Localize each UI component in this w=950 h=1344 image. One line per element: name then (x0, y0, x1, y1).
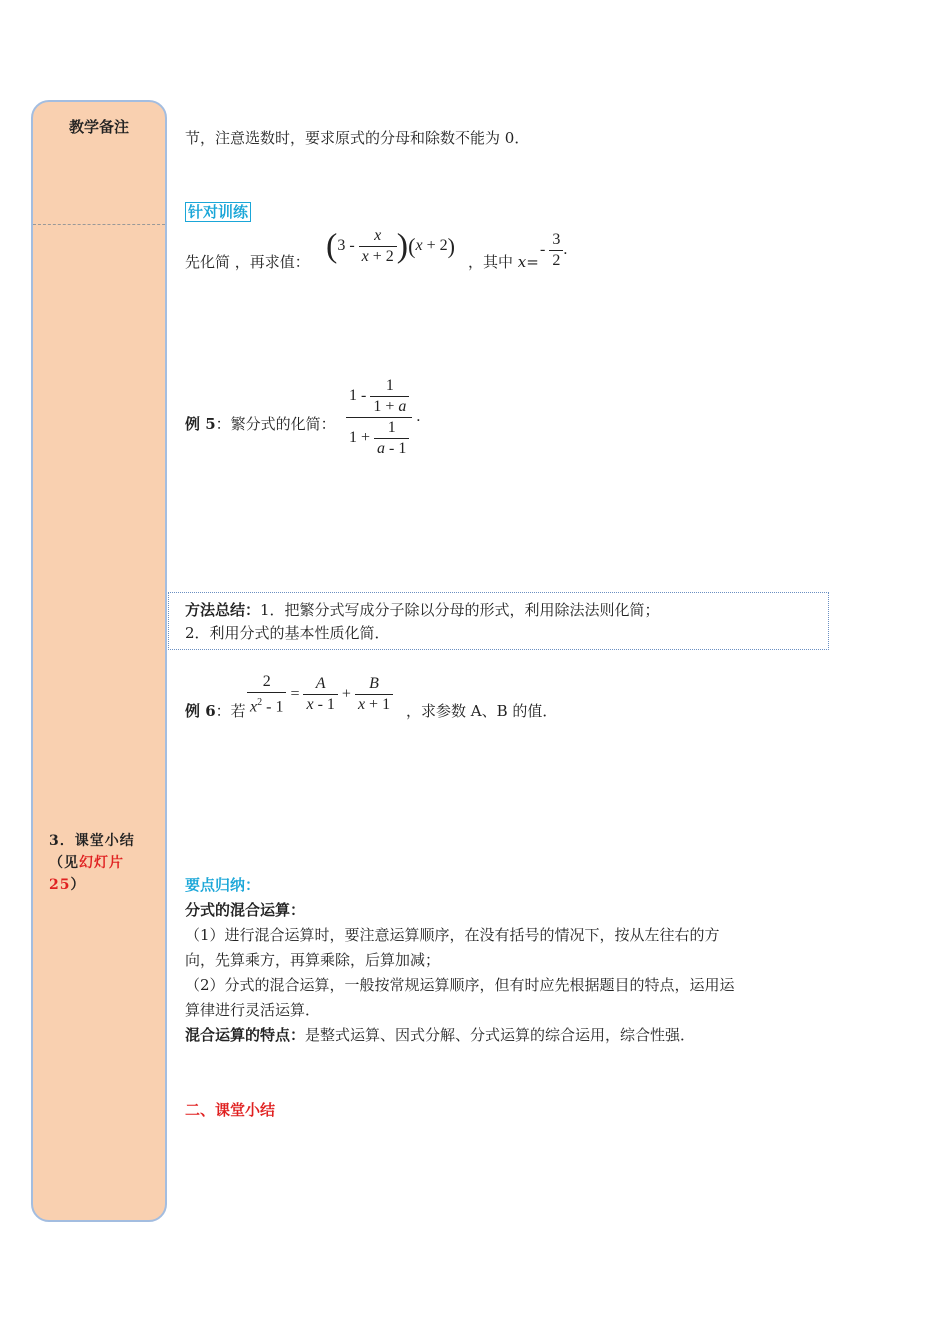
example-5-label: 例 5 (185, 415, 216, 433)
sidebar-section-label: 3．课堂小结 (49, 833, 135, 849)
intro-line: 节，注意选数时，要求原式的分母和除数不能为 0． (185, 129, 530, 147)
sidebar-divider (33, 224, 165, 225)
feature-label: 混合运算的特点： (185, 1026, 306, 1044)
method-item-1: 1．把繁分式写成分子除以分母的形式，利用除法法则化简； (260, 601, 660, 619)
key-points-label-text: 要点归纳： (185, 876, 261, 894)
key-points-label (185, 873, 260, 897)
sidebar-section-note (49, 830, 135, 896)
method-label: 方法总结： (185, 601, 261, 619)
section-heading: 二、课堂小结 (185, 1101, 276, 1119)
method-summary-box (168, 592, 829, 650)
sidebar-note-close: ） (70, 877, 86, 893)
point-2-line-2: 算律进行灵活运算． (185, 1001, 321, 1019)
example-6-equation: $\frac{2}{x^2 - 1}$ = $\frac{A}{x - 1}$ + $\frac{B}{x + 1}$ (247, 672, 393, 717)
example-5 (185, 412, 336, 436)
method-item-2: 2．利用分式的基本性质化简． (185, 624, 390, 642)
mixed-operation-title: 分式的混合运算： (185, 901, 306, 919)
example-6-suffix: ，求参数 A、B 的值． (406, 702, 558, 720)
sidebar-slide-number: 25 (49, 877, 71, 893)
example-6-label: 例 6 (185, 702, 216, 720)
point-1-line-1: （1）进行混合运算时，要注意运算顺序，在没有括号的情况下，按从左往右的方 (185, 926, 720, 944)
example-5-expression: 1 - $\frac{1}{1 + a}$ 1 + $\frac{1}{a - 1}$ . (346, 376, 420, 459)
point-1-line-2: 向，先算乘方，再算乘除，后算加减； (185, 951, 441, 969)
training-label-text: 针对训练 (185, 202, 251, 222)
teaching-notes-sidebar (31, 100, 167, 1222)
training-expression: (3 - $\frac{x}{x + 2}$ )(x + 2) (326, 227, 455, 265)
sidebar-title: 教学备注 (68, 118, 129, 136)
sidebar-slide-ref: 幻灯片 (79, 855, 124, 871)
point-2-line-1: （2）分式的混合运算，一般按常规运算顺序，但有时应先根据题目的特点，运用运 (185, 976, 735, 994)
training-problem (185, 250, 310, 274)
training-suffix: ，其中 (468, 253, 514, 271)
feature-text: 是整式运算、因式分解、分式运算的综合运用，综合性强． (305, 1026, 696, 1044)
training-label (185, 200, 251, 224)
example-6-text: ：若 (215, 702, 246, 720)
example-6 (185, 699, 246, 723)
sidebar-note-open: （见 (49, 855, 79, 871)
feature-line (185, 1023, 695, 1047)
training-x-value: - $\frac{3}{2}$ . (540, 231, 568, 269)
training-condition: ，其中 x= (468, 253, 539, 271)
training-prefix: 先化简 ，再求值： (185, 253, 310, 271)
example-5-text: ：繁分式的化简： (215, 415, 336, 433)
